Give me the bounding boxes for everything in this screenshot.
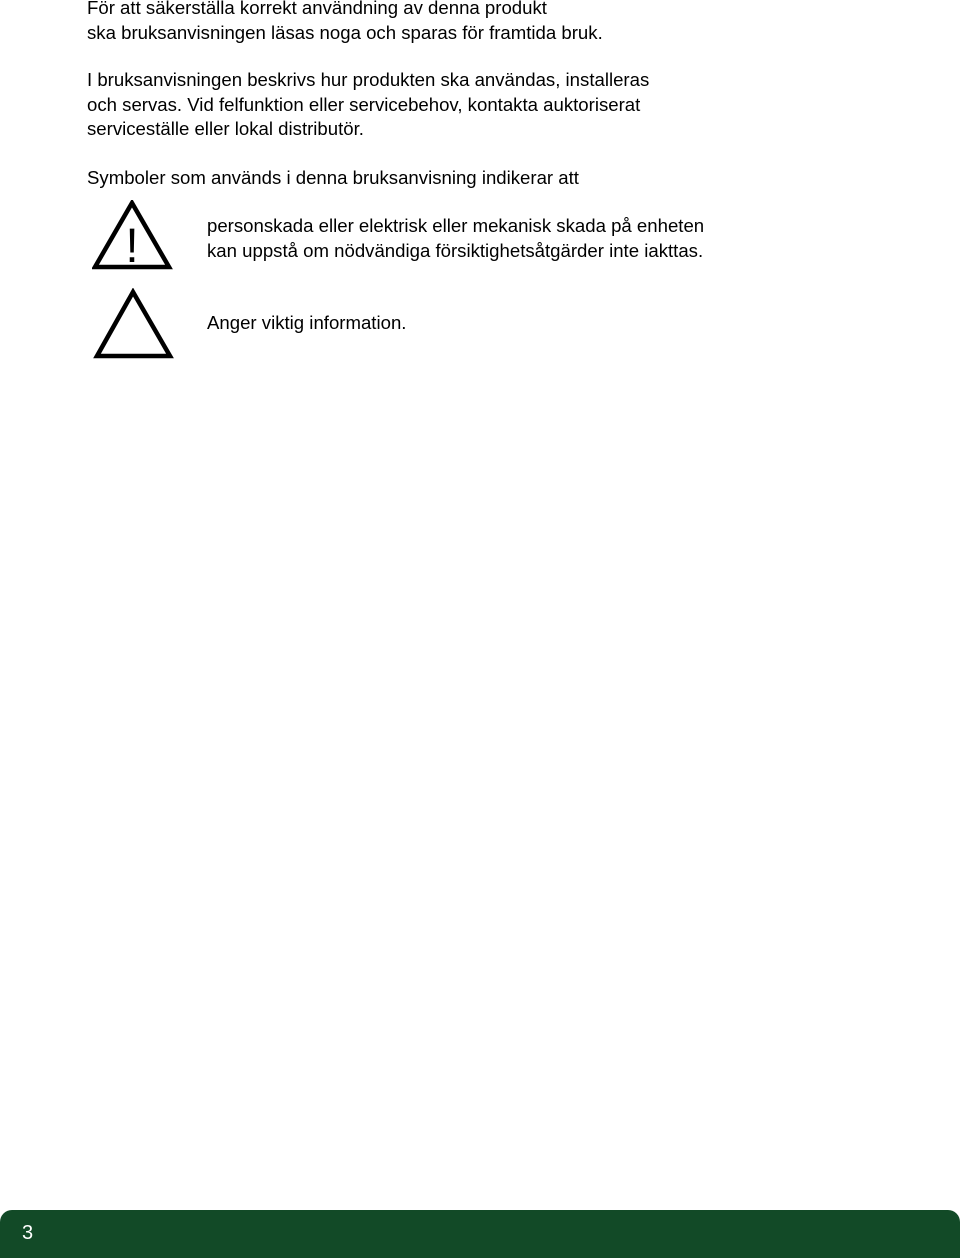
info-symbol-row (0, 288, 960, 360)
intro-paragraph: För att säkerställa korrekt användning av denna produkt ska bruksanvisningen läsas noga och sparas för framtida bruk. (87, 0, 603, 43)
symbols-intro-paragraph: Symboler som används i denna bruksanvisning indikerar att (87, 167, 579, 188)
info-description: Anger viktig information. (207, 312, 407, 333)
warning-description: personskada eller elektrisk eller mekanisk skada på enheten kan uppstå om nödvändiga försiktighetsåtgärder inte iakttas. (207, 215, 705, 261)
page-number: 3 (22, 1222, 34, 1244)
footer-bar (0, 1210, 960, 1258)
warning-symbol-row (0, 200, 960, 272)
exclamation-mark: ! (125, 220, 139, 272)
service-paragraph: I bruksanvisningen beskrivs hur produkten ska användas, installeras och servas. Vid felfunktion eller servicebehov, kontakta auktoriserat serviceställe eller lokal distributör. (87, 69, 650, 139)
warning-triangle-exclamation-icon (92, 200, 174, 272)
info-triangle-icon (92, 288, 174, 360)
